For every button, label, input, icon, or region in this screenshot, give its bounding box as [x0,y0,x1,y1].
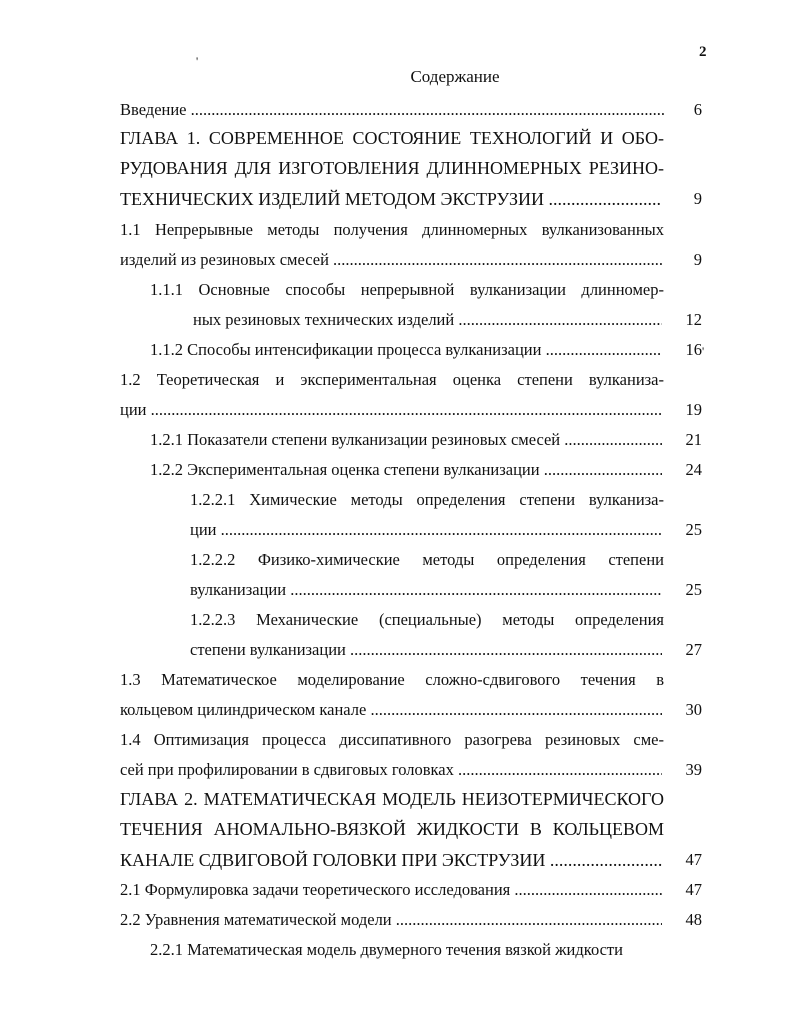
toc-entry-text: ции ..... [190,520,662,540]
toc-entry-page: 9 [693,250,702,269]
toc-entry-text: 1.1.1 Основные способы непрерывной вулканизации длинномер- [150,280,664,299]
toc-entry-text: ных резиновых технических изделий ..... [193,310,662,330]
toc-entry-page: 47 [685,880,702,899]
toc-entry-page: 48 [685,910,702,929]
toc-entry-page: 19 [685,400,702,419]
toc-entry-text: ции ..... [120,400,662,420]
toc-entry-page: 6 [693,100,702,119]
toc-entry-text: ТЕХНИЧЕСКИХ ИЗДЕЛИЙ МЕТОДОМ ЭКСТРУЗИИ ..... [120,189,662,209]
toc-entry-text: 1.2.2 Экспериментальная оценка степени вулканизации ..... [150,460,662,480]
toc-entry-text: 2.2.1 Математическая модель двумерного течения вязкой жидкости [150,940,623,959]
toc-entry-page: 47 [685,850,702,869]
toc-entry-text: 1.2.2.1 Химические методы определения степени вулканиза- [190,490,664,509]
toc-entry-page: 24 [685,460,702,479]
toc-title: Содержание [410,67,500,86]
toc-entry-text: 1.1.2 Способы интенсификации процесса вулканизации ..... [150,340,662,360]
toc-entry-text: изделий из резиновых смесей ..... [120,250,662,270]
toc-entry-text: кольцевом цилиндрическом канале ..... [120,700,662,720]
toc-entry-page: 12 [685,310,702,329]
toc-entry-page: 16 [685,340,702,359]
toc-entry-text: РУДОВАНИЯ ДЛЯ ИЗГОТОВЛЕНИЯ ДЛИННОМЕРНЫХ РЕЗИНО- [120,158,664,178]
toc-entry-page: 25 [685,520,702,539]
toc-entry-text: ГЛАВА 1. СОВРЕМЕННОЕ СОСТОЯНИЕ ТЕХНОЛОГИЙ И ОБО- [120,128,664,148]
toc-entry-text: 1.3 Математическое моделирование сложно-сдвигового течения в [120,670,664,689]
toc-entry-text: Введение ..... [120,100,665,120]
toc-entry-text: 1.2.2.2 Физико-химические методы определения степени [190,550,664,569]
toc-entry-text: 2.2 Уравнения математической модели ..... [120,910,662,930]
toc-entry-text: 1.2.1 Показатели степени вулканизации резиновых смесей ..... [150,430,662,450]
toc-entry-page: 21 [685,430,702,449]
toc-entry-page: 27 [685,640,702,659]
page-number: 2 [699,44,707,60]
scan-mark: ' [702,344,705,358]
toc-entry-page: 30 [685,700,702,719]
toc-entry-text: ТЕЧЕНИЯ АНОМАЛЬНО-ВЯЗКОЙ ЖИДКОСТИ В КОЛЬЦЕВОМ [120,819,664,839]
toc-entry-text: вулканизации ..... [190,580,662,600]
toc-entry-text: 1.1 Непрерывные методы получения длинномерных вулканизованных [120,220,664,239]
toc-entry-text: 1.4 Оптимизация процесса диссипативного разогрева резиновых сме- [120,730,664,749]
toc-entry-text: 1.2.2.3 Механические (специальные) методы определения [190,610,664,629]
toc-entry-text: 1.2 Теоретическая и экспериментальная оценка степени вулканиза- [120,370,664,389]
toc-entry-text: степени вулканизации ..... [190,640,662,660]
toc-entry-text: сей при профилировании в сдвиговых головках ..... [120,760,662,780]
toc-entry-text: 2.1 Формулировка задачи теоретического исследования ..... [120,880,662,900]
toc-entry-page: 25 [685,580,702,599]
scan-mark: ' [196,54,199,68]
toc-entry-page: 39 [685,760,702,779]
toc-entry-text: ГЛАВА 2. МАТЕМАТИЧЕСКАЯ МОДЕЛЬ НЕИЗОТЕРМИЧЕСКОГО [120,789,664,809]
toc-entry-page: 9 [693,189,702,208]
toc-entry-text: КАНАЛЕ СДВИГОВОЙ ГОЛОВКИ ПРИ ЭКСТРУЗИИ ..... [120,850,662,870]
